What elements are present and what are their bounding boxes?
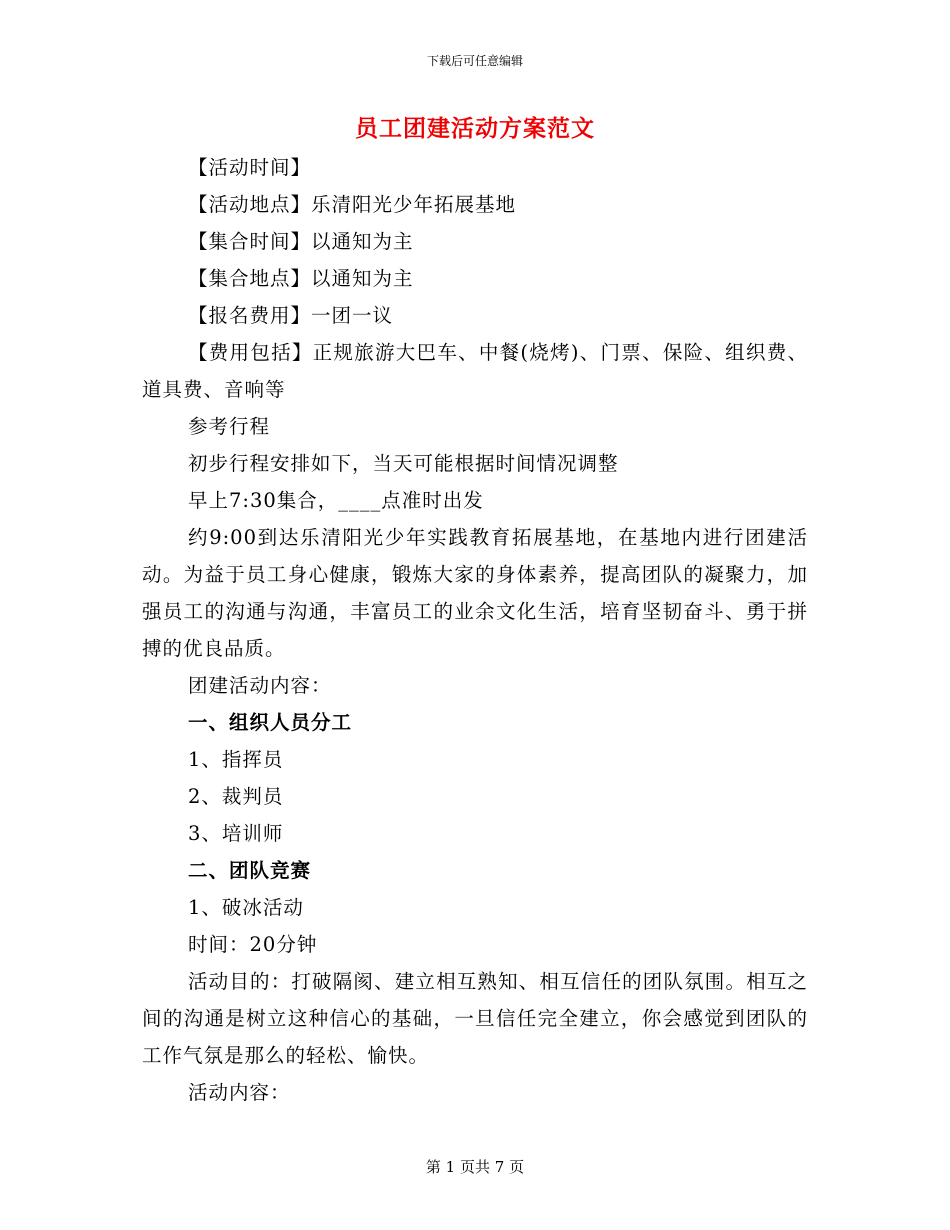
paragraph: 初步行程安排如下，当天可能根据时间情况调整 xyxy=(188,452,619,475)
paragraph: 约9:00到达乐清阳光少年实践教育拓展基地，在基地内进行团建活动。为益于员工身心健康，锻炼大家的身体素养，提高团队的凝聚力，加强员工的沟通与沟通，丰富员工的业余文化生活，培育坚韧奋斗、勇于拼搏的优良品质。 xyxy=(142,526,808,660)
paragraph: 【活动时间】 xyxy=(188,156,312,179)
paragraph: 时间：20分钟 xyxy=(188,933,318,956)
page-footer xyxy=(0,1157,950,1177)
header-note: 下载后可任意编辑 xyxy=(426,54,523,68)
paragraph: 【报名费用】一团一议 xyxy=(188,304,394,327)
section-heading: 二、团队竞赛 xyxy=(188,859,312,882)
document-body xyxy=(142,149,808,1111)
paragraph: 【费用包括】正规旅游大巴车、中餐(烧烤)、门票、保险、组织费、道具费、音响等 xyxy=(142,341,808,401)
paragraph: 【活动地点】乐清阳光少年拓展基地 xyxy=(188,193,517,216)
paragraph: 【集合地点】以通知为主 xyxy=(188,267,414,290)
page-number: 第 1 页共 7 页 xyxy=(425,1158,525,1176)
paragraph: 1、破冰活动 xyxy=(188,896,304,919)
page-header xyxy=(0,52,950,70)
paragraph: 活动目的：打破隔阂、建立相互熟知、相互信任的团队氛围。相互之间的沟通是树立这种信心的基础，一旦信任完全建立，你会感觉到团队的工作气氛是那么的轻松、愉快。 xyxy=(142,970,808,1067)
paragraph: 参考行程 xyxy=(188,415,271,438)
paragraph: 活动内容： xyxy=(188,1081,291,1104)
paragraph: 3、培训师 xyxy=(188,822,284,845)
paragraph: 2、裁判员 xyxy=(188,785,284,808)
paragraph: 【集合时间】以通知为主 xyxy=(188,230,414,253)
paragraph: 早上7:30集合，____点准时出发 xyxy=(188,489,484,512)
paragraph: 1、指挥员 xyxy=(188,748,284,771)
section-heading: 一、组织人员分工 xyxy=(188,711,353,734)
document-title: 员工团建活动方案范文 xyxy=(355,115,595,142)
paragraph: 团建活动内容： xyxy=(188,674,332,697)
